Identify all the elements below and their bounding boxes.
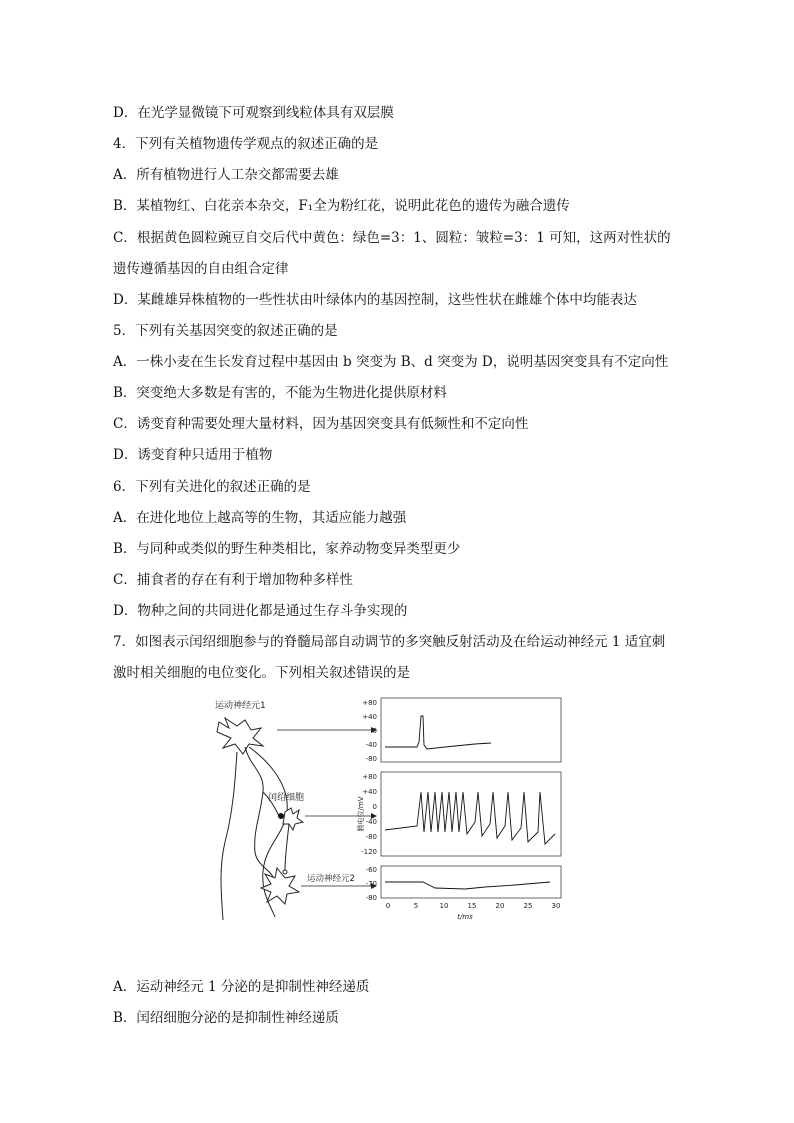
x-tick: 25	[523, 902, 533, 910]
panel2-trace	[385, 792, 555, 844]
question-4-stem: 4．下列有关植物遗传学观点的叙述正确的是	[113, 136, 379, 152]
interneuron-terminal	[283, 870, 287, 874]
question-4-option-c: C．根据黄色圆粒豌豆自交后代中黄色：绿色=3：1、圆粒：皱粒=3：1 可知，这两对性状的	[113, 230, 671, 246]
question-6-option-a: A．在进化地位上越高等的生物，其适应能力越强	[113, 510, 407, 526]
neuron1-label: 运动神经元1	[215, 701, 266, 711]
question-6-stem: 6．下列有关进化的叙述正确的是	[113, 479, 311, 495]
panel3-trace	[385, 882, 550, 889]
y-axis-label: 膜电位/mV	[357, 796, 365, 832]
panel1-frame	[381, 698, 561, 762]
panel1-trace	[385, 716, 491, 749]
panel3	[366, 866, 561, 921]
question-4-option-a: A．所有植物进行人工杂交都需要去雄	[113, 167, 339, 183]
question-4-option-d: D．某雌雄异株植物的一些性状由叶绿体内的基因控制，这些性状在雌雄个体中均能表达	[113, 292, 637, 308]
neuron-figure	[205, 692, 575, 924]
question-7-stem-cont: 激时相关细胞的电位变化。下列相关叙述错误的是	[113, 665, 410, 681]
question-7-option-b: B．闰绍细胞分泌的是抑制性神经递质	[113, 1010, 339, 1026]
interneuron-label: 闰绍细胞	[268, 793, 305, 803]
interneuron-axon	[285, 824, 289, 870]
x-tick: 30	[551, 902, 561, 910]
x-tick: 5	[413, 902, 419, 910]
question-5-option-b: B．突变绝大多数是有害的，不能为生物进化提供原材料	[113, 385, 447, 401]
panel2-tick: -120	[361, 848, 377, 856]
panel2-tick: -80	[365, 833, 377, 841]
question-4-option-c-cont: 遗传遵循基因的自由组合定律	[113, 261, 289, 277]
synapse-dot	[278, 813, 284, 819]
panel2-frame	[381, 772, 561, 856]
panel3-tick: -60	[365, 866, 377, 874]
panel2-tick: -40	[365, 818, 377, 826]
question-6-option-d: D．物种之间的共同进化都是通过生存斗争实现的	[113, 603, 408, 619]
panel2-tick: +40	[362, 788, 377, 796]
x-tick: 0	[385, 902, 391, 910]
question-6-option-c: C．捕食者的存在有利于增加物种多样性	[113, 572, 353, 588]
neuron2-label: 运动神经元2	[307, 874, 355, 884]
panel2	[356, 772, 561, 856]
text-line: D．在光学显微镜下可观察到线粒体具有双层膜	[113, 105, 394, 121]
question-5-stem: 5．下列有关基因突变的叙述正确的是	[113, 323, 338, 339]
panel2-tick: 0	[372, 803, 377, 811]
question-7-stem: 7．如图表示闰绍细胞参与的脊髓局部自动调节的多突触反射活动及在给运动神经元 1 适宜刺	[113, 634, 666, 650]
spinal-boundary-left	[221, 752, 237, 920]
x-axis-label: t/ms	[457, 913, 473, 921]
question-4-option-b: B．某植物红、白花亲本杂交，F₁全为粉红花，说明此花色的遗传为融合遗传	[113, 198, 570, 214]
question-5-option-a: A．一株小麦在生长发育过程中基因由 b 突变为 B、d 突变为 D，说明基因突变具有不定向性	[113, 354, 669, 370]
panel3-tick: -70	[365, 880, 377, 888]
panel2-tick: +80	[362, 773, 377, 781]
panel1-tick: -40	[365, 741, 377, 749]
panel1-tick: -80	[365, 755, 377, 763]
question-5-option-c: C．诱变育种需要处理大量材料，因为基因突变具有低频性和不定向性	[113, 416, 529, 432]
x-tick: 20	[495, 902, 505, 910]
question-6-option-b: B．与同种或类似的野生种类相比，家养动物变异类型更少	[113, 541, 461, 557]
panel3-tick: -80	[365, 894, 377, 902]
panel1-tick: 0	[372, 727, 377, 735]
x-tick: 10	[439, 902, 449, 910]
question-7-option-a: A．运动神经元 1 分泌的是抑制性神经递质	[113, 979, 370, 995]
x-tick: 15	[467, 902, 477, 910]
panel1-tick: +40	[362, 713, 377, 721]
panel1-tick: +80	[362, 699, 377, 707]
neuron-figure-svg	[205, 692, 575, 924]
neuron1-body	[217, 718, 263, 754]
interneuron-body	[283, 808, 303, 830]
panel1	[362, 698, 561, 763]
question-5-option-d: D．诱变育种只适用于植物	[113, 447, 273, 463]
